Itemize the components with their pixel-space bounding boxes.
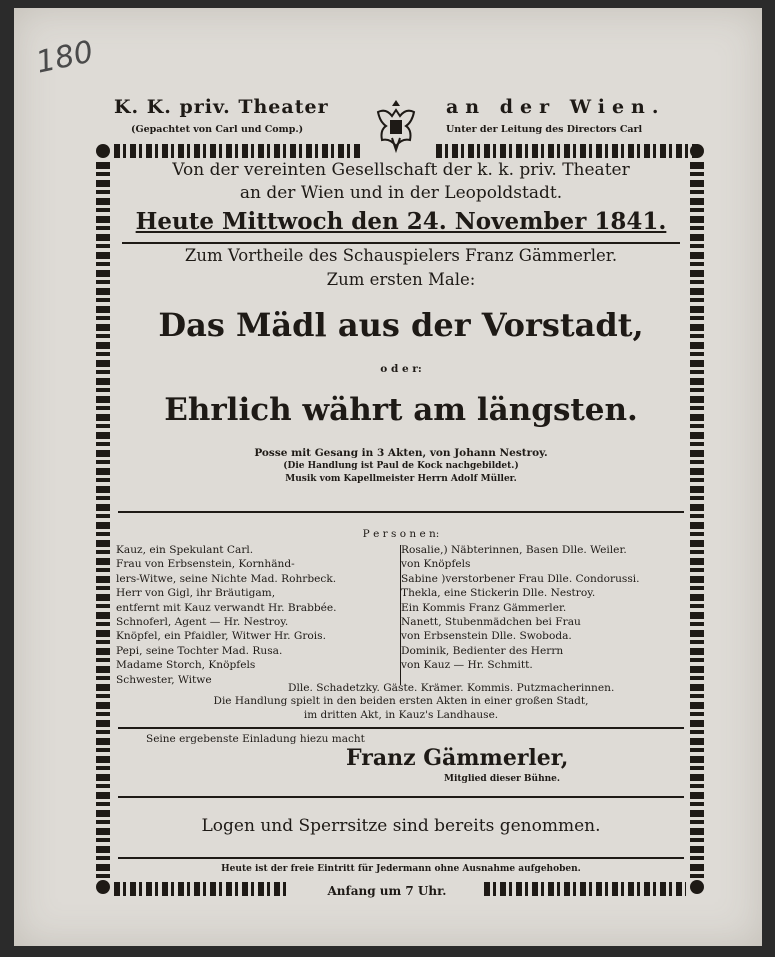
signature-name: Franz Gämmerler,: [346, 745, 569, 771]
intro-line-1: Von der vereinten Gesellschaft der k. k. priv. Theater: [172, 160, 630, 180]
cast-entry: Thekla, eine Stickerin Dlle. Nestroy.: [401, 587, 596, 600]
divider: [118, 796, 684, 798]
cast-entry: Frau von Erbsenstein, Kornhänd-: [116, 558, 295, 571]
ornament-left: [96, 162, 110, 878]
cast-column-divider: [400, 545, 401, 685]
cast-entry: Rosalie,) Näbterinnen, Basen Dlle. Weiler.: [401, 544, 627, 556]
cast-entry: Ein Kommis Franz Gämmerler.: [401, 601, 567, 614]
ornament-bottom-right: [484, 882, 686, 896]
setting-line-1: Die Handlung spielt in den beiden ersten Akten in einer großen Stadt,: [213, 695, 589, 707]
cast-bottom-line: Dlle. Schadetzky. Gäste. Krämer. Kommis. Putzmacherinnen.: [288, 682, 615, 694]
lessee-left: (Gepachtet von Carl und Comp.): [131, 124, 304, 135]
personen-heading: P e r s o n e n:: [362, 528, 440, 540]
cast-left-column: [116, 543, 402, 687]
start-time: Anfang um 7 Uhr.: [327, 884, 447, 898]
cast-entry: Madame Storch, Knöpfels: [116, 659, 256, 672]
ornament-corner: [690, 144, 704, 158]
cast-entry: von Erbsenstein Dlle. Swoboda.: [401, 630, 572, 643]
cast-entry: Pepi, seine Tochter Mad. Rusa.: [116, 644, 283, 657]
play-subtitle: Ehrlich währt am längsten.: [164, 392, 638, 428]
imperial-eagle-icon: [372, 98, 420, 154]
cast-entry: von Knöpfels: [401, 558, 471, 571]
cast-entry: entfernt mit Kauz verwandt Hr. Brabbée.: [116, 601, 337, 614]
cast-entry: Nanett, Stubenmädchen bei Frau: [401, 616, 581, 629]
seating-notice: Logen und Sperrsitze sind bereits genommen.: [201, 816, 601, 836]
divider: [118, 727, 684, 729]
title-oder: o d e r:: [380, 363, 422, 375]
play-title: Das Mädl aus der Vorstadt,: [158, 306, 644, 344]
cast-entry: Schwester, Witwe: [116, 673, 212, 686]
cast-entry: Knöpfel, ein Pfaidler, Witwer Hr. Grois.: [116, 630, 326, 643]
ornament-top-right: [436, 144, 698, 158]
ornament-corner: [690, 880, 704, 894]
ornament-corner: [96, 880, 110, 894]
cast-entry: Sabine )verstorbener Frau Dlle. Condorussi.: [401, 572, 640, 585]
cast-entry: von Kauz — Hr. Schmitt.: [401, 659, 533, 672]
cast-right-column: [401, 543, 687, 673]
setting-line-2: im dritten Akt, in Kauz's Landhause.: [303, 709, 499, 721]
free-entry-notice: Heute ist der freie Eintritt für Jedermann ohne Ausnahme aufgehoben.: [221, 864, 581, 874]
cast-entry: Kauz, ein Spekulant Carl.: [116, 544, 254, 556]
cast-entry: Dominik, Bedienter des Herrn: [401, 644, 564, 657]
intro-line-2: an der Wien und in der Leopoldstadt.: [239, 183, 563, 203]
cast-entry: lers-Witwe, seine Nichte Mad. Rohrbeck.: [116, 572, 337, 585]
ornament-top-left: [114, 144, 360, 158]
ornament-corner: [96, 144, 110, 158]
theater-name-left: K. K. priv. Theater: [114, 96, 329, 118]
divider: [118, 511, 684, 513]
lessee-right: Unter der Leitung des Directors Carl: [446, 124, 643, 135]
theater-name-right: an der Wien.: [446, 96, 666, 118]
ornament-right: [690, 162, 704, 878]
invitation-line: Seine ergebenste Einladung hiezu macht: [146, 733, 365, 745]
benefit-line: Zum Vortheile des Schauspielers Franz Gämmerler.: [184, 246, 618, 265]
ornament-bottom-left: [114, 882, 290, 896]
cast-entry: Schnoferl, Agent — Hr. Nestroy.: [116, 616, 289, 629]
description-line-2: (Die Handlung ist Paul de Kock nachgebildet.): [283, 461, 519, 471]
signature-role: Mitglied dieser Bühne.: [444, 774, 561, 784]
description-line-1: Posse mit Gesang in 3 Akten, von Johann Nestroy.: [254, 447, 548, 459]
handwritten-number: 180: [32, 34, 97, 81]
divider: [118, 857, 684, 859]
description-line-3: Musik vom Kapellmeister Herrn Adolf Müller.: [285, 474, 517, 484]
cast-entry: Herr von Gigl, ihr Bräutigam,: [116, 587, 276, 600]
first-performance-line: Zum ersten Male:: [326, 270, 476, 289]
performance-date: Heute Mittwoch den 24. November 1841.: [135, 208, 667, 235]
divider: [122, 242, 680, 244]
